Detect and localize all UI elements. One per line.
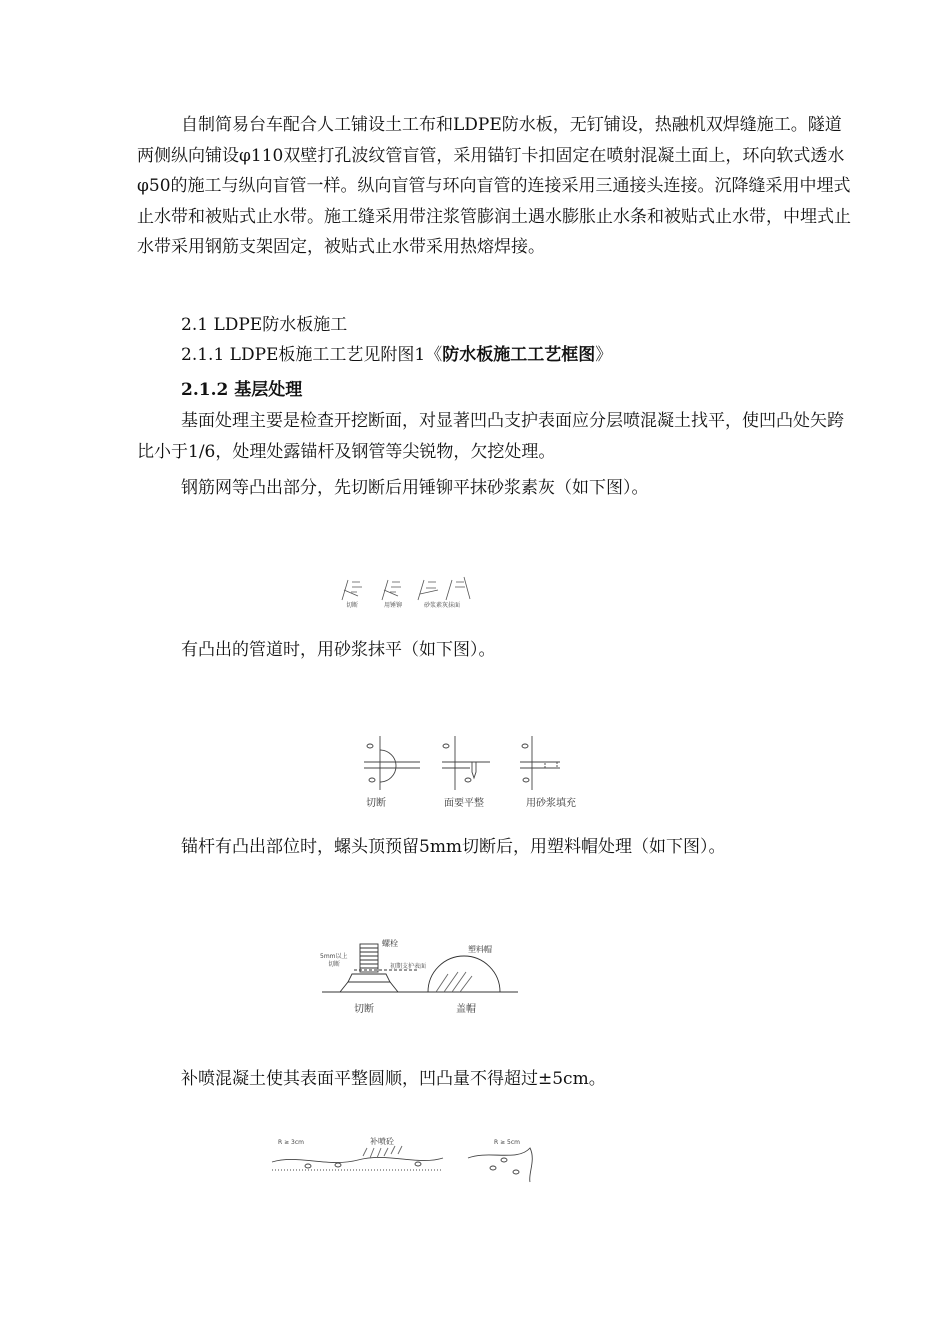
fig4-label-3: R ≥ 5cm (494, 1139, 520, 1146)
fig2-label-3: 用砂浆填充 (526, 798, 576, 809)
respray-figure (268, 1132, 548, 1184)
fig3-reserve-label: 5mm以上 (320, 953, 348, 960)
base-treatment-paragraph: 基面处理主要是检查开挖断面，对显著凹凸支护表面应分层喷混凝土找平，使凹凸处矢跨比小于1/6，处理处露锚杆及钢管等尖锐物，欠挖处理。 (137, 411, 844, 462)
heading-2-1-2: 2.1.2 基层处理 (181, 380, 303, 400)
intro-paragraph: 自制简易台车配合人工铺设土工布和LDPE防水板，无钉铺设，热融机双焊缝施工。隧道两侧纵向铺设φ110双壁打孔波纹管盲管，采用锚钉卡扣固定在喷射混凝土面上，环向软式透水φ50的施工与纵向盲管一样。纵向盲管与环向盲管的连接采用三通接头连接。沉降缝采用中埋式止水带和被贴式止水带。施工缝采用带注浆管膨润土遇水膨胀止水条和被贴式止水带，中埋式止水带采用钢筋支架固定，被贴式止水带采用热熔焊接。 (137, 115, 851, 257)
fig3-cut-label: 切断 (328, 961, 341, 968)
fig3-cap-caption: 盖帽 (456, 1004, 476, 1015)
rebar-figure (340, 572, 480, 612)
fig3-surface-label: 初期支护表面 (390, 963, 427, 970)
fig1-label-1: 切断 (346, 602, 359, 609)
heading-2-1-1 (181, 340, 612, 370)
fig3-bolt-label: 螺栓 (382, 939, 398, 948)
fig3-cut-caption: 切断 (354, 1004, 374, 1015)
fig2-label-1: 切断 (366, 798, 386, 809)
fig1-label-2: 用锤铆 (384, 602, 403, 609)
anchor-figure (318, 934, 528, 1018)
heading-2-1-1-suffix: 》 (595, 345, 613, 365)
respray-paragraph: 补喷混凝土使其表面平整圆顺，凹凸量不得超过±5cm。 (181, 1069, 606, 1089)
anchor-paragraph: 锚杆有凸出部位时，螺头顶预留5mm切断后，用塑料帽处理（如下图）。 (181, 837, 726, 857)
heading-2-1: 2.1 LDPE防水板施工 (181, 315, 348, 335)
fig4-label-1: R ≥ 3cm (278, 1139, 304, 1146)
fig2-label-2: 面要平整 (444, 798, 484, 809)
fig3-cap-label: 塑料帽 (468, 945, 492, 954)
heading-2-1-1-prefix: 2.1.1 LDPE板施工工艺见附图1《 (181, 345, 443, 365)
heading-2-1-1-figure-title: 防水板施工工艺框图 (442, 345, 596, 365)
pipe-figure (360, 732, 600, 812)
fig1-label-3: 砂浆素灰抹面 (424, 602, 461, 609)
rebar-paragraph: 钢筋网等凸出部分，先切断后用锤铆平抹砂浆素灰（如下图）。 (181, 478, 649, 498)
pipe-paragraph: 有凸出的管道时，用砂浆抹平（如下图）。 (181, 640, 496, 660)
fig4-label-2: 补喷砼 (370, 1137, 394, 1146)
